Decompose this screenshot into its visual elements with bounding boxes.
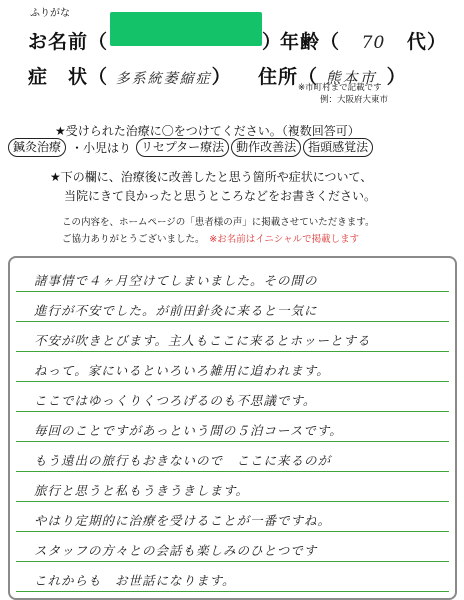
testimonial-line: 旅行と思うと私もうきうきします。: [34, 483, 250, 498]
option-pediatric[interactable]: ・小児はり: [71, 141, 132, 155]
testimonial-line: ここではゆっくりくつろげるのも不思議です。: [34, 393, 317, 408]
address-note-2: 例：大阪府大東市: [320, 95, 389, 105]
initials-note: ※お名前はイニシャルで掲載します: [209, 234, 360, 245]
ruled-line: [16, 531, 449, 532]
address-label-text: 住所: [258, 66, 299, 88]
testimonial-line: 不安が吹きとびます。主人もここに来るとホッーとする: [34, 333, 371, 348]
age-label-text: 年齢: [280, 31, 321, 53]
furigana-label: ふりがな: [30, 8, 70, 19]
name-paren-close: ）: [262, 31, 283, 53]
testimonial-line: 諸事情で４ヶ月空けてしまいました。その間の: [34, 273, 318, 288]
address-note-1: ※市町村まで記載です: [298, 83, 382, 93]
ruled-line: [16, 501, 449, 502]
testimonial-line: 毎回のことですがあっという間の５泊コースです。: [34, 423, 343, 438]
testimonial-line: スタッフの方々との会話も楽しみのひとつです: [34, 543, 318, 558]
instruction-write: [50, 168, 460, 206]
address-value: 熊本市: [325, 69, 377, 87]
address-label: 住所（ 熊本市 ）: [258, 66, 407, 88]
option-acupuncture[interactable]: 鍼灸治療: [8, 138, 66, 157]
ruled-line: [16, 351, 449, 352]
symptom-label: 症 状（ 多系統萎縮症）: [28, 66, 232, 88]
instruction-line-2: ★下の欄に、治療後に改善したと思う箇所や症状について、: [50, 170, 373, 184]
age-unit: 代: [406, 31, 427, 53]
name-label-text: お名前: [28, 31, 89, 53]
ruled-line: [16, 381, 449, 382]
publication-note: [62, 214, 375, 248]
testimonial-line: ねって。家にいるといろいろ雑用に追われます。: [34, 363, 330, 378]
symptom-label-text: 症 状: [28, 66, 89, 88]
ruled-line: [16, 291, 449, 292]
publication-note-2: ご協力ありがとうございました。: [62, 234, 200, 245]
redacted-name-box: [110, 12, 262, 46]
ruled-line: [16, 471, 449, 472]
age-label: 年齢（ 70 代）: [280, 31, 447, 53]
treatment-options: [8, 138, 373, 157]
ruled-line: [16, 561, 449, 562]
publication-note-1: この内容を、ホームページの「患者様の声」に掲載させていただきます。: [62, 217, 375, 228]
name-label: お名前（: [28, 31, 109, 53]
testimonial-line: やはり定期的に治療を受けることが一番ですね。: [34, 513, 332, 528]
ruled-line: [16, 411, 449, 412]
address-notes: [298, 82, 388, 106]
option-receptor[interactable]: リセプター療法: [136, 138, 229, 157]
instruction-treatment: ★受けられた治療に〇をつけてください。（複数回答可）: [55, 124, 360, 138]
age-value: 70: [361, 33, 386, 53]
ruled-line: [16, 441, 449, 442]
testimonial-line: これからも お世話になります。: [34, 573, 236, 588]
symptom-value: 多系統萎縮症: [115, 71, 212, 87]
ruled-line: [16, 321, 449, 322]
testimonial-line: もう遠出の旅行もおきないので ここに来るのが: [34, 453, 332, 468]
option-fingertip[interactable]: 指頭感覚法: [303, 138, 373, 157]
ruled-line: [16, 591, 449, 592]
option-movement[interactable]: 動作改善法: [231, 138, 301, 157]
testimonial-line: 進行が不安でした。が前田針灸に来ると一気に: [34, 303, 318, 318]
instruction-line-3: 当院にきて良かったと思うところなどをお書きください。: [64, 189, 377, 203]
testimonial-card: [8, 256, 457, 600]
